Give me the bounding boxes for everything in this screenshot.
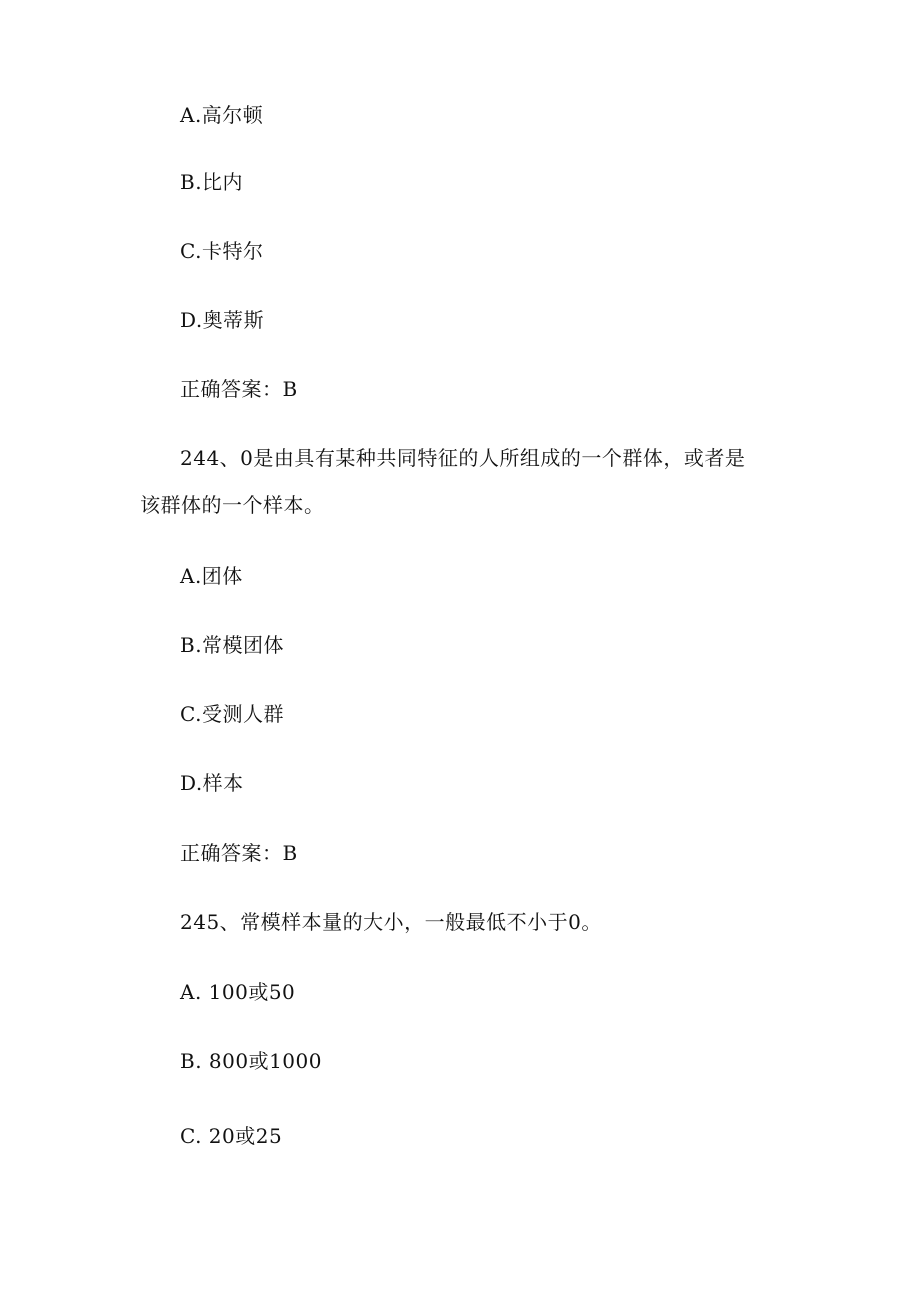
question-text-line1: 244、0是由具有某种共同特征的人所组成的一个群体，或者是: [180, 446, 746, 470]
option-c: C.受测人群: [180, 702, 284, 726]
correct-answer: 正确答案：B: [180, 377, 298, 401]
option-b: B.常模团体: [180, 633, 285, 657]
option-c: C. 20或25: [180, 1124, 283, 1148]
option-d: D.奥蒂斯: [180, 308, 265, 332]
option-b: B.比内: [180, 170, 244, 194]
option-c: C.卡特尔: [180, 239, 264, 263]
option-a: A.团体: [180, 564, 243, 588]
option-d: D.样本: [180, 771, 244, 795]
option-a: A.高尔顿: [180, 103, 264, 127]
option-b: B. 800或1000: [180, 1049, 322, 1073]
question-text-line2: 该群体的一个样本。: [140, 493, 325, 517]
correct-answer: 正确答案：B: [180, 841, 298, 865]
question-text: 245、常模样本量的大小，一般最低不小于0。: [180, 910, 602, 934]
option-a: A. 100或50: [180, 980, 296, 1004]
